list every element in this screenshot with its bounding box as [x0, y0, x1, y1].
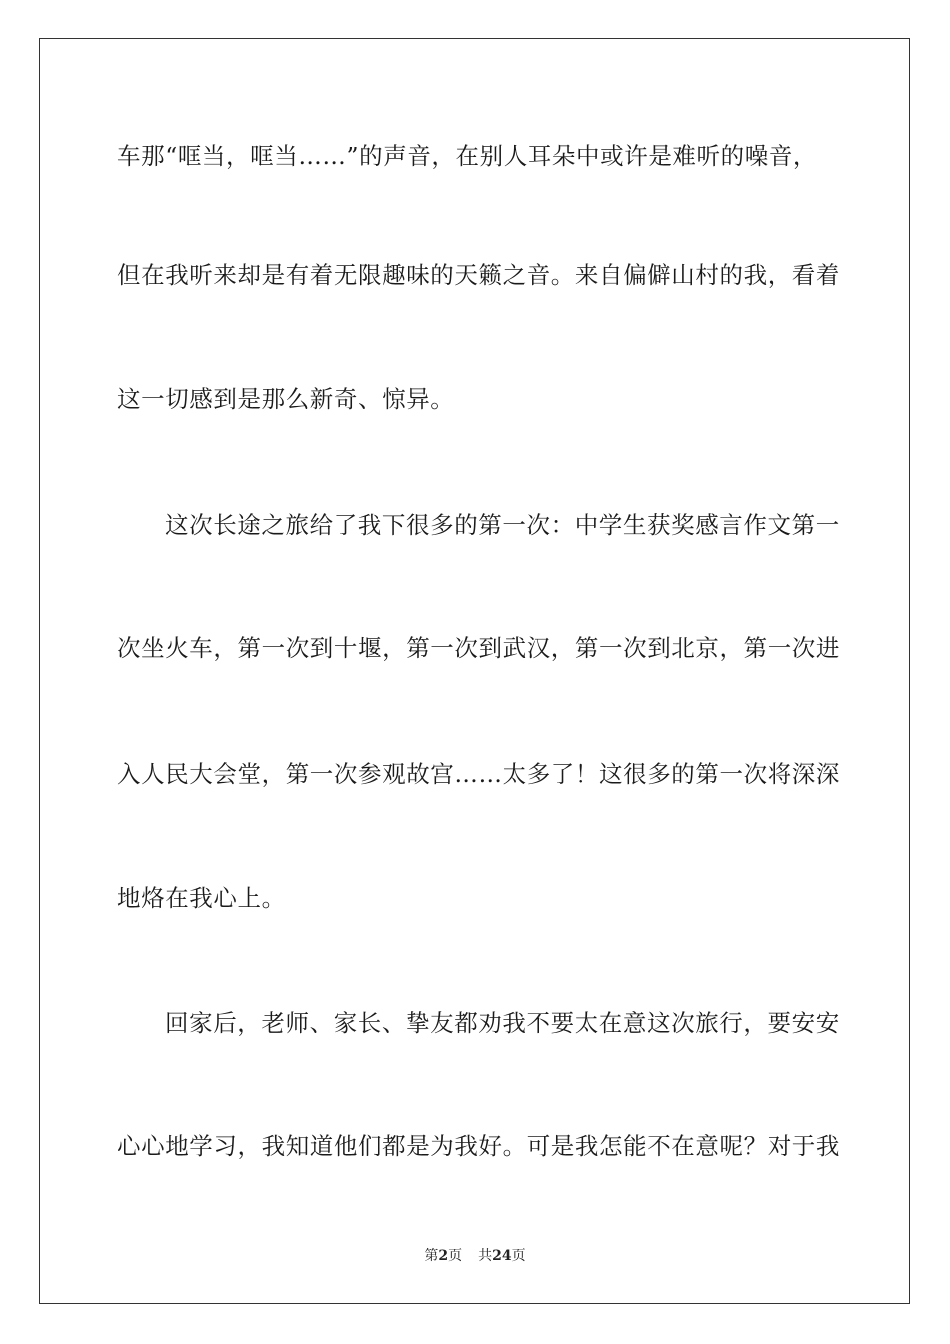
current-page-number: 2	[438, 1248, 449, 1264]
text-line: 这一切感到是那么新奇、惊异。	[117, 385, 455, 413]
text-line: 车那“哐当，哐当……”的声音，在别人耳朵中或许是难听的噪音，	[117, 142, 818, 170]
page-footer	[0, 1247, 950, 1265]
text-line: 但在我听来却是有着无限趣味的天籁之音。来自偏僻山村的我，看着	[117, 261, 840, 289]
text-line: 心心地学习，我知道他们都是为我好。可是我怎能不在意呢？对于我	[117, 1132, 840, 1160]
paragraph-first-line: 这次长途之旅给了我下很多的第一次：中学生获奖感言作文第一	[165, 511, 840, 539]
page-border	[39, 38, 910, 1304]
total-pages	[478, 1248, 525, 1264]
total-prefix: 共	[478, 1248, 493, 1264]
page-prefix: 第	[424, 1248, 439, 1264]
text-line: 入人民大会堂，第一次参观故宫……太多了！这很多的第一次将深深	[117, 760, 840, 788]
page-number	[424, 1248, 462, 1264]
text-line: 地烙在我心上。	[117, 884, 286, 912]
total-page-number: 24	[492, 1248, 512, 1264]
paragraph-first-line: 回家后，老师、家长、挚友都劝我不要太在意这次旅行，要安安	[165, 1009, 840, 1037]
page-suffix: 页	[448, 1248, 463, 1264]
total-suffix: 页	[511, 1248, 526, 1264]
text-line: 次坐火车，第一次到十堰，第一次到武汉，第一次到北京，第一次进	[117, 634, 840, 662]
